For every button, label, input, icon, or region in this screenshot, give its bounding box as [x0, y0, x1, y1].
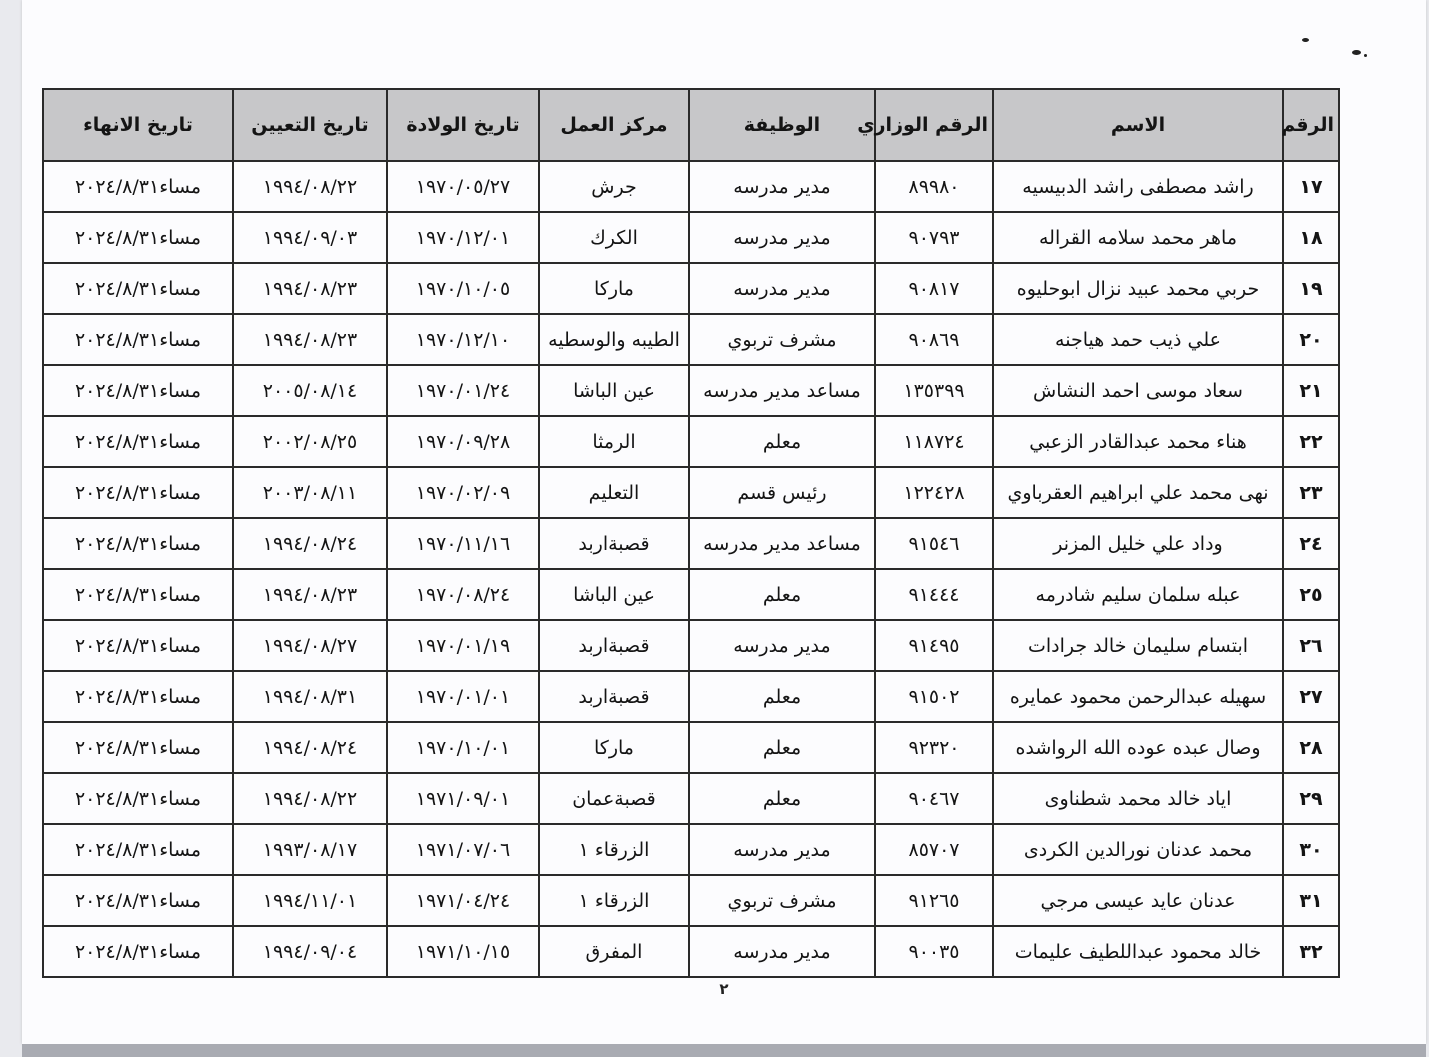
- cell-work-center: عين الباشا: [539, 365, 689, 416]
- cell-birth-date: ١٩٧١/٠٧/٠٦: [387, 824, 539, 875]
- cell-appointment-date: ١٩٩٤/٠٨/٢٣: [233, 569, 387, 620]
- table-row: [43, 824, 1339, 875]
- cell-name: هناء محمد عبدالقادر الزعبي: [993, 416, 1283, 467]
- table-row: [43, 314, 1339, 365]
- cell-no: ٢٦: [1283, 620, 1339, 671]
- cell-appointment-date: ١٩٩٤/٠٩/٠٣: [233, 212, 387, 263]
- cell-end-date: مساء٢٠٢٤/٨/٣١: [43, 824, 233, 875]
- cell-work-center: قصبةعمان: [539, 773, 689, 824]
- cell-name: سهيله عبدالرحمن محمود عمايره: [993, 671, 1283, 722]
- cell-no: ٢٥: [1283, 569, 1339, 620]
- cell-name: علي ذيب حمد هياجنه: [993, 314, 1283, 365]
- cell-job: مساعد مدير مدرسه: [689, 365, 875, 416]
- cell-appointment-date: ١٩٩٤/٠٨/٢٧: [233, 620, 387, 671]
- cell-end-date: مساء٢٠٢٤/٨/٣١: [43, 416, 233, 467]
- cell-no: ٣١: [1283, 875, 1339, 926]
- cell-birth-date: ١٩٧٠/١١/١٦: [387, 518, 539, 569]
- cell-ministry-no: ٩٠٨٦٩: [875, 314, 993, 365]
- cell-appointment-date: ١٩٩٣/٠٨/١٧: [233, 824, 387, 875]
- cell-ministry-no: ٩٠٤٦٧: [875, 773, 993, 824]
- cell-no: ٣٠: [1283, 824, 1339, 875]
- cell-appointment-date: ١٩٩٤/٠٨/٢٢: [233, 161, 387, 212]
- cell-birth-date: ١٩٧١/٠٤/٢٤: [387, 875, 539, 926]
- cell-birth-date: ١٩٧٠/٠٢/٠٩: [387, 467, 539, 518]
- cell-birth-date: ١٩٧٠/١٢/٠١: [387, 212, 539, 263]
- cell-name: ابتسام سليمان خالد جرادات: [993, 620, 1283, 671]
- cell-work-center: الطيبه والوسطيه: [539, 314, 689, 365]
- cell-job: معلم: [689, 569, 875, 620]
- cell-appointment-date: ١٩٩٤/٠٨/٣١: [233, 671, 387, 722]
- table-row: [43, 518, 1339, 569]
- cell-work-center: قصبةاربد: [539, 518, 689, 569]
- cell-job: مدير مدرسه: [689, 824, 875, 875]
- cell-appointment-date: ١٩٩٤/٠٨/٢٢: [233, 773, 387, 824]
- cell-name: خالد محمود عبداللطيف عليمات: [993, 926, 1283, 977]
- scan-speck: [1352, 50, 1361, 55]
- cell-work-center: جرش: [539, 161, 689, 212]
- scan-speck: [1364, 54, 1367, 57]
- cell-work-center: التعليم: [539, 467, 689, 518]
- cell-no: ١٩: [1283, 263, 1339, 314]
- cell-name: محمد عدنان نورالدين الكردى: [993, 824, 1283, 875]
- cell-appointment-date: ٢٠٠٥/٠٨/١٤: [233, 365, 387, 416]
- cell-birth-date: ١٩٧٠/١٢/١٠: [387, 314, 539, 365]
- cell-ministry-no: ١٣٥٣٩٩: [875, 365, 993, 416]
- cell-end-date: مساء٢٠٢٤/٨/٣١: [43, 875, 233, 926]
- cell-no: ٢٢: [1283, 416, 1339, 467]
- cell-ministry-no: ٩٠٧٩٣: [875, 212, 993, 263]
- cell-work-center: قصبةاربد: [539, 671, 689, 722]
- cell-birth-date: ١٩٧٠/١٠/٠٥: [387, 263, 539, 314]
- cell-end-date: مساء٢٠٢٤/٨/٣١: [43, 518, 233, 569]
- cell-work-center: المفرق: [539, 926, 689, 977]
- table-row: [43, 263, 1339, 314]
- cell-job: رئيس قسم: [689, 467, 875, 518]
- cell-job: معلم: [689, 773, 875, 824]
- page-number: ٢: [719, 980, 729, 998]
- cell-ministry-no: ٩١٤٩٥: [875, 620, 993, 671]
- table-row: [43, 212, 1339, 263]
- cell-end-date: مساء٢٠٢٤/٨/٣١: [43, 263, 233, 314]
- table-body: [43, 161, 1339, 977]
- cell-no: ٢١: [1283, 365, 1339, 416]
- header-no: الرقم: [1283, 89, 1339, 161]
- cell-job: مدير مدرسه: [689, 161, 875, 212]
- cell-end-date: مساء٢٠٢٤/٨/٣١: [43, 620, 233, 671]
- cell-ministry-no: ٩٠٨١٧: [875, 263, 993, 314]
- cell-job: معلم: [689, 671, 875, 722]
- staff-table: [42, 88, 1340, 978]
- table-row: [43, 773, 1339, 824]
- cell-appointment-date: ١٩٩٤/٠٨/٢٤: [233, 722, 387, 773]
- table-row: [43, 620, 1339, 671]
- cell-appointment-date: ١٩٩٤/٠٨/٢٣: [233, 314, 387, 365]
- header-name: الاسم: [993, 89, 1283, 161]
- table-row: [43, 467, 1339, 518]
- cell-work-center: الزرقاء ١: [539, 875, 689, 926]
- cell-ministry-no: ٩٢٣٢٠: [875, 722, 993, 773]
- cell-appointment-date: ١٩٩٤/٠٨/٢٣: [233, 263, 387, 314]
- scan-speck: [1302, 38, 1309, 42]
- cell-ministry-no: ٩٠٠٣٥: [875, 926, 993, 977]
- cell-ministry-no: ٩١٤٤٤: [875, 569, 993, 620]
- cell-job: مدير مدرسه: [689, 926, 875, 977]
- scan-bottom-edge: [22, 1044, 1426, 1057]
- cell-job: معلم: [689, 722, 875, 773]
- table-row: [43, 875, 1339, 926]
- cell-birth-date: ١٩٧١/١٠/١٥: [387, 926, 539, 977]
- cell-name: عبله سلمان سليم شادرمه: [993, 569, 1283, 620]
- cell-no: ٢٠: [1283, 314, 1339, 365]
- cell-birth-date: ١٩٧١/٠٩/٠١: [387, 773, 539, 824]
- header-ministry-no: الرقم الوزاري: [875, 89, 993, 161]
- cell-no: ٢٨: [1283, 722, 1339, 773]
- cell-ministry-no: ٨٩٩٨٠: [875, 161, 993, 212]
- cell-no: ٢٣: [1283, 467, 1339, 518]
- cell-work-center: الزرقاء ١: [539, 824, 689, 875]
- cell-appointment-date: ٢٠٠٢/٠٨/٢٥: [233, 416, 387, 467]
- cell-end-date: مساء٢٠٢٤/٨/٣١: [43, 722, 233, 773]
- cell-name: نهى محمد علي ابراهيم العقرباوي: [993, 467, 1283, 518]
- cell-end-date: مساء٢٠٢٤/٨/٣١: [43, 365, 233, 416]
- header-appointment-date: تاريخ التعيين: [233, 89, 387, 161]
- cell-job: مدير مدرسه: [689, 620, 875, 671]
- table-row: [43, 416, 1339, 467]
- cell-work-center: عين الباشا: [539, 569, 689, 620]
- cell-name: وداد علي خليل المزنر: [993, 518, 1283, 569]
- cell-job: مشرف تربوي: [689, 875, 875, 926]
- cell-birth-date: ١٩٧٠/٠١/٠١: [387, 671, 539, 722]
- cell-no: ٢٧: [1283, 671, 1339, 722]
- cell-birth-date: ١٩٧٠/٠٥/٢٧: [387, 161, 539, 212]
- header-job: الوظيفة: [689, 89, 875, 161]
- cell-birth-date: ١٩٧٠/١٠/٠١: [387, 722, 539, 773]
- cell-name: ماهر محمد سلامه القراله: [993, 212, 1283, 263]
- header-work-center: مركز العمل: [539, 89, 689, 161]
- cell-work-center: قصبةاربد: [539, 620, 689, 671]
- cell-end-date: مساء٢٠٢٤/٨/٣١: [43, 671, 233, 722]
- cell-ministry-no: ١٢٢٤٢٨: [875, 467, 993, 518]
- cell-name: سعاد موسى احمد النشاش: [993, 365, 1283, 416]
- cell-birth-date: ١٩٧٠/٠٩/٢٨: [387, 416, 539, 467]
- cell-no: ١٨: [1283, 212, 1339, 263]
- cell-ministry-no: ٩١٢٦٥: [875, 875, 993, 926]
- cell-end-date: مساء٢٠٢٤/٨/٣١: [43, 212, 233, 263]
- cell-work-center: ماركا: [539, 263, 689, 314]
- cell-no: ٢٤: [1283, 518, 1339, 569]
- table-row: [43, 926, 1339, 977]
- cell-job: مدير مدرسه: [689, 212, 875, 263]
- cell-name: اياد خالد محمد شطناوى: [993, 773, 1283, 824]
- cell-job: مساعد مدير مدرسه: [689, 518, 875, 569]
- cell-name: وصال عبده عوده الله الرواشده: [993, 722, 1283, 773]
- cell-job: مدير مدرسه: [689, 263, 875, 314]
- cell-appointment-date: ١٩٩٤/١١/٠١: [233, 875, 387, 926]
- header-end-date: تاريخ الانهاء: [43, 89, 233, 161]
- cell-birth-date: ١٩٧٠/٠٨/٢٤: [387, 569, 539, 620]
- table-row: [43, 161, 1339, 212]
- document-page: [22, 0, 1426, 1044]
- cell-end-date: مساء٢٠٢٤/٨/٣١: [43, 569, 233, 620]
- table-row: [43, 722, 1339, 773]
- table-row: [43, 569, 1339, 620]
- cell-no: ٣٢: [1283, 926, 1339, 977]
- cell-birth-date: ١٩٧٠/٠١/١٩: [387, 620, 539, 671]
- cell-no: ٢٩: [1283, 773, 1339, 824]
- cell-appointment-date: ٢٠٠٣/٠٨/١١: [233, 467, 387, 518]
- cell-ministry-no: ٨٥٧٠٧: [875, 824, 993, 875]
- cell-appointment-date: ١٩٩٤/٠٩/٠٤: [233, 926, 387, 977]
- cell-appointment-date: ١٩٩٤/٠٨/٢٤: [233, 518, 387, 569]
- header-birth-date: تاريخ الولادة: [387, 89, 539, 161]
- table-row: [43, 671, 1339, 722]
- cell-end-date: مساء٢٠٢٤/٨/٣١: [43, 773, 233, 824]
- cell-end-date: مساء٢٠٢٤/٨/٣١: [43, 161, 233, 212]
- cell-no: ١٧: [1283, 161, 1339, 212]
- cell-work-center: الكرك: [539, 212, 689, 263]
- cell-ministry-no: ١١٨٧٢٤: [875, 416, 993, 467]
- cell-ministry-no: ٩١٥٤٦: [875, 518, 993, 569]
- cell-job: معلم: [689, 416, 875, 467]
- cell-end-date: مساء٢٠٢٤/٨/٣١: [43, 467, 233, 518]
- table-row: [43, 365, 1339, 416]
- cell-ministry-no: ٩١٥٠٢: [875, 671, 993, 722]
- cell-end-date: مساء٢٠٢٤/٨/٣١: [43, 926, 233, 977]
- cell-work-center: الرمثا: [539, 416, 689, 467]
- cell-name: راشد مصطفى راشد الدبيسيه: [993, 161, 1283, 212]
- cell-birth-date: ١٩٧٠/٠١/٢٤: [387, 365, 539, 416]
- cell-work-center: ماركا: [539, 722, 689, 773]
- cell-name: حربي محمد عبيد نزال ابوحليوه: [993, 263, 1283, 314]
- cell-job: مشرف تربوي: [689, 314, 875, 365]
- table-header-row: [43, 89, 1339, 161]
- cell-name: عدنان عايد عيسى مرجي: [993, 875, 1283, 926]
- cell-end-date: مساء٢٠٢٤/٨/٣١: [43, 314, 233, 365]
